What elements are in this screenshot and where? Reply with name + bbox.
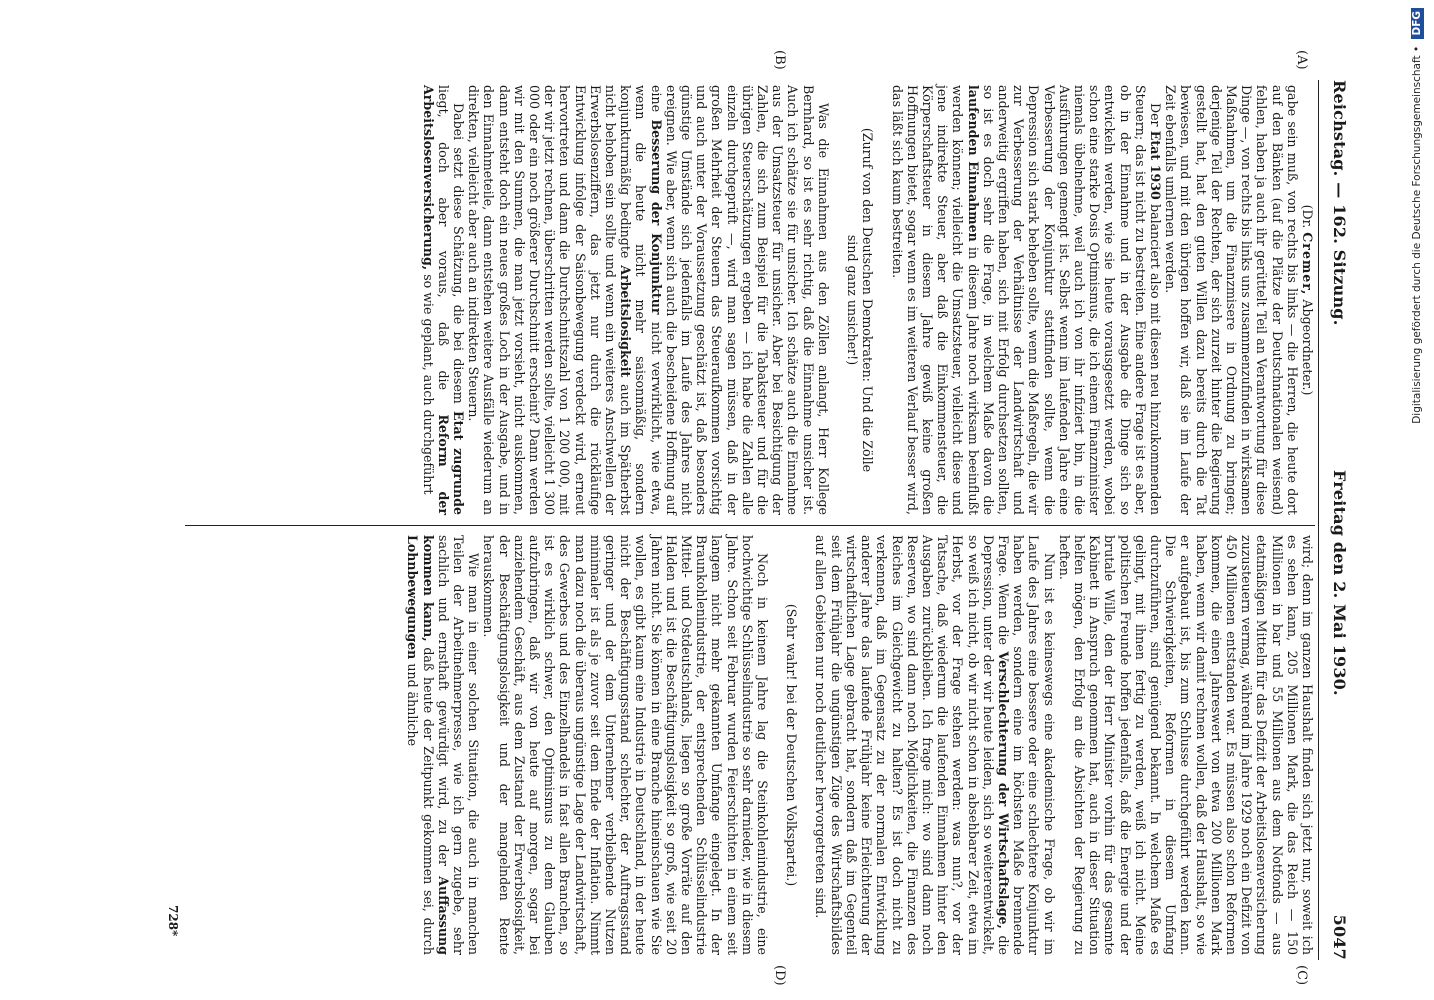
dfg-logo-badge: DFG	[1411, 8, 1424, 39]
document-page	[17, 0, 1417, 1000]
text-run: Was die Einnahmen aus den Zöllen anlangt, Herr Kollege Bernhard, so ist es sehr richtig, daß die Einnahme unsicher ist. Auch ich schätze sie für unsicher. Ich schätze auch die Einnahme aus der Umsatzsteuer für unsicher. Aber bei Besichtigung der Zahlen, die sich zum Beispiel für die Tabaksteuer und für die übrigen Steuerschätzungen ergeben — ich habe die Zahlen alle einzeln durchgeprüft —, wird man sagen müssen, daß in der großen Mehrheit der Steuern das Steueraufkommen vorsichtig und auch unter der Voraussetzung geschätzt ist, daß besonders günstige Umstände sich jedenfalls im Laufe des Jahres nicht ereignen. Wie aber, wenn sich auch die bescheidene Hoffnung auf eine	[648, 85, 831, 515]
text-run: Nun ist es keineswegs eine akademische Frage, ob wir im Laufe des Jahres eine bessere oder eine schlechtere Konjunktur haben werden, sondern eine im höchsten Maße brennende Frage. Wenn die	[995, 535, 1057, 955]
text-run: daß heute der Zeitpunkt gekommen sei, durch	[420, 647, 436, 955]
text-run: Dabei setzt diese Schätzung, die bei diesem	[451, 103, 467, 404]
speaker-role: Abgeordneter.)	[1300, 299, 1315, 396]
paragraph: Noch in keinem Jahre lag die Steinkohlenindustrie, eine hochwichtige Schlüsselindustrie so sehr darnieder, wie in diesem Jahre. Schon seit Februar wurden Feierschichten in einem seit langem nicht mehr gekannten Umfange eingelegt. In der Braunkohlenindustrie, der entsprechenden Schlüsselindustrie Mittel- und Ostdeutschlands, liegen so große Vorräte auf den Halden und ist die Beschäftigungslosigkeit so groß, wie seit 20 Jahren nicht. Sie können in eine Branche hineinschauen wie Sie wollen, es gibt kaum eine Industrie in Deutschland, in der heute nicht der Beschäftigungsstand schlechter, der Auftragsstand geringer und der dem Unternehmer verbleibende Nutzen minimaler ist als je zuvor seit dem Ende der Inflation. Nimmt man dazu noch die überaus ungünstige Lage der Landwirtschaft, des Gewerbes und des Einzelhandels in fast allen Branchen, so ist es wirklich schwer, den Optimismus zu dem Glauben aufzubringen, daß wir von heute auf morgen, sogar bei anziehendem Geschäft, aus dem Zustand der Erwerbslosigkeit, der Beschäftigungslosigkeit und der mangelnden Rente herauskommen.	[481, 535, 771, 955]
paragraph	[813, 535, 1056, 955]
rotated-page-scan	[17, 0, 1417, 1000]
paragraph	[466, 85, 831, 515]
text-run: so wie geplant, auch durchgeführt	[420, 274, 436, 495]
paragraph	[420, 85, 466, 515]
text-run: liegt, doch aber voraus, daß die	[435, 85, 451, 390]
text-run: nicht verwirklicht, wie etwa, wenn die heute nicht mehr saisonmäßig, sondern konjunkturmäßig bedingte	[618, 85, 664, 515]
left-column	[420, 85, 1315, 515]
margin-letter-c: (C)	[1294, 965, 1309, 986]
column-divider	[185, 525, 1315, 526]
bold-term: Lohnbewegungen	[405, 535, 421, 660]
digitization-credit	[1402, 8, 1432, 992]
margin-letter-b: (B)	[772, 50, 787, 70]
paragraph: wird; denn im ganzen Haushalt finden sich jetzt nur, soweit ich es sehen kann, 205 Millionen Mark, die das Reich — 150 Millionen in bar und 55 Millionen aus dem Notfonds — aus etatmäßigen Mitteln für das Defizit der Arbeitslosenversicherung zuzusteuern vermag, während im Jahre 1929 noch ein Defizit von 450 Millionen entstanden war. Es müssen also schon Reformen kommen, die einen Jahreswert von etwa 200 Millionen Mark haben, wenn wir damit rechnen wollen, daß der Haushalt, so wie er aufgebaut ist, bis zum Schlusse durchgeführt werden kann. Die Schwierigkeiten, Reformen in diesem Umfang durchzuführen, sind genügend bekannt. In welchem Maße es gelingt, mit ihnen fertig zu werden, weiß ich nicht. Meine politischen Freunde hoffen jedenfalls, daß die Energie und der brutale Wille, den der Herr Minister vorhin für das gesamte Kabinett in Anspruch genommen hat, auch in dieser Situation helfen mögen, den Erfolg an die Absichten der Regierung zu heften.	[1056, 535, 1315, 955]
page-number: 5047	[1330, 914, 1349, 960]
text-run: die Depression, unter der wir heute leiden, sich so weiterentwickelt, so weiß ich nicht, ob wir nicht schon in absehbarer Zeit, etwa im Herbst, vor der Frage stehen werden: was nun?, vor der Tatsache, daß wiederum die laufenden Einnahmen hinter den Ausgaben zurückbleiben. Ich frage mich: wo sind dann noch Reserven, wo sind dann noch Möglichkeiten, die Finanzen des Reiches im Gleichgewicht zu halten? Es ist doch nicht zu verkennen, daß im Gegensatz zu der normalen Entwicklung anderer Jahre das laufende Frühjahr keine Erleichterung der wirtschaftlichen Lage gebracht hat, sondern daß im Gegenteil seit dem Frühjahr die ungünstigen Züge des Wirtschaftsbildes auf allen Gebieten nur noch deutlicher hervorgetreten sind.	[813, 535, 1011, 955]
interjection: (Zuruf von den Deutschen Demokraten: Und die Zölle sind ganz unsicher!)	[845, 127, 876, 473]
header-date: Freitag den 2. Mai 1930.	[1330, 470, 1349, 696]
bold-term: Arbeitslosigkeit	[618, 265, 634, 378]
credit-text: Digitalisierung gefördert durch die Deutsche Forschungsgemeinschaft •	[1411, 45, 1423, 424]
text-run: balanciert also mit diesen neu hinzukommenden Steuern; das ist nicht zu bestreiten. Eine andere Frage ist es aber, ob in der Einnahme und in der Ausgabe die Dinge sich so entwickeln werden, wie sie heute vorausgesetzt werden, wobei schon eine starke Dosis Optimismus, die ich einem Finanzminister niemals übelnehme, weil auch ich von ihr infiziert bin, in die Ausführungen gemengt ist. Selbst wenn im laufenden Jahre eine Verbesserung der Konjunktur stattfinden sollte, wenn die Depression sich stark beheben sollte, wenn die Maßregeln, die wir zur Verbesserung der Verhältnisse der Landwirtschaft und anderweitig ergriffen haben, sich mit Erfolg durchsetzen sollten, so ist es doch sehr die Frage, in welchem Maße davon die	[980, 85, 1163, 515]
paragraph	[889, 85, 1163, 515]
paragraph: gabe sein muß, von rechts bis links — die Herren, die heute dort auf den Bänken (auf die Plätze der Deutschnationalen weisend) fehlen, haben ja auch ihr gerüttelt Teil an Verantwortung für diese Dinge —, von rechts bis links uns zusammenzufinden in wirksamen Maßnahmen, um die Finanzmisere in Ordnung zu bringen; derjenige Teil der Rechten, der sich zurzeit hinter die Regierung gestellt hat, hat den guten Willen dazu bereits durch die Tat bewiesen, und mit den übrigen hoffen wir, daß sie im Laufe der Zeit ebenfalls umlernen werden.	[1163, 85, 1300, 515]
text-run: in diesem Jahre noch wirksam beeinflußt werden können; vielleicht die Umsatzsteuer, vielleicht diese und jene indirekte Steuer, aber daß die Einkommensteuer, die Körperschaftsteuer in diesem Jahre gewiß keine großen Hoffnungen bietet, sogar wenn es im weiteren Verlauf besser wird, das läßt sich kaum bestreiten.	[889, 85, 981, 516]
text-run: Wie man in einer solchen Situation, die auch in manchen Teilen der Arbeitnehmerpresse, wie ich gern zugebe, sehr sachlich und ernsthaft gewürdigt wird, zu der	[435, 535, 482, 955]
text-run: und ähnliche	[405, 663, 421, 747]
bold-term: Verschlechterung der Wirtschaftslage,	[995, 651, 1011, 929]
bold-term: Auffassung kommen kann,	[420, 535, 451, 955]
speaker-prefix: (Dr.	[1300, 204, 1315, 229]
bold-term: Besserung der Konjunktur	[648, 119, 664, 315]
signature-mark: 728*	[166, 905, 180, 937]
interjection: (Sehr wahr! bei der Deutschen Volkspartei.)	[784, 603, 800, 887]
right-column	[405, 535, 1315, 955]
speaker-line	[1300, 85, 1315, 515]
bold-term: Etat zugrunde	[451, 411, 467, 515]
bold-term: Etat 1930	[1147, 130, 1163, 200]
bold-term: laufenden Einnahmen	[965, 85, 981, 242]
margin-letter-d: (D)	[772, 965, 787, 986]
header-session: Reichstag. — 162. Sitzung.	[1330, 80, 1349, 326]
text-run: auch im Spätherbst nicht behoben sein sollte und wenn ein weiteres Anschwellen der Erwerbslosenziffern, das jetzt nur durch die rückläufige Entwicklung infolge der Saisonbewegung verdeckt wird, erneut hervortreten und dann die Durchschnittszahl von 1 200 000, mit der wir jetzt rechnen, überschritten werden sollte, vielleicht 1 300 000 oder ein noch größerer Durchschnitt erscheint? Dann werden wir mit den Summen, die man jetzt vorsieht, nicht auskommen, dann entsteht doch ein neues großes Loch in der Ausgabe, und in den Einnahmeteile, dann entstehen weitere Ausfälle wiederum an direkten, vielleicht aber auch an indirekten Steuern.	[466, 85, 634, 516]
speaker-name: Cremer,	[1300, 232, 1315, 296]
page-header	[1323, 80, 1347, 960]
bold-term: Reform der Arbeitslosenversicherung,	[420, 85, 451, 515]
margin-letter-a: (A)	[1294, 50, 1309, 70]
text-run: Der	[1147, 103, 1163, 127]
paragraph	[405, 535, 481, 955]
credit-text-line	[1402, 8, 1432, 992]
header-rule	[1318, 80, 1319, 960]
